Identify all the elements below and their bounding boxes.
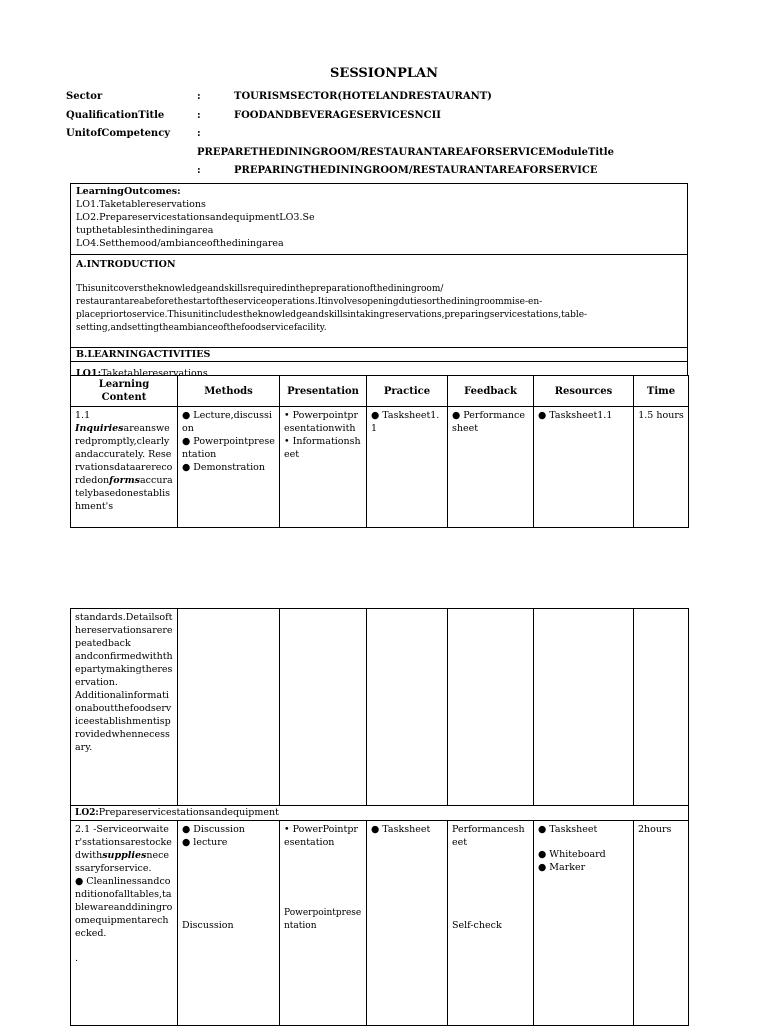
method-item: ● Powerpointpresentation [182, 436, 275, 460]
presentation-cell [280, 407, 367, 528]
lo1-text: Taketablereservations [101, 368, 208, 379]
content-text: standards.Detailsofthereservationsarerepeatedback [75, 612, 173, 649]
feedback-item: Self-check [452, 920, 502, 931]
methods-cell [178, 609, 280, 806]
column-header: Practice [367, 376, 448, 407]
feedback-cell: ● Performancesheet [448, 407, 534, 528]
lo2-cell [71, 806, 689, 821]
time-cell: 2hours [634, 821, 689, 1026]
lo2-text: Prepareservicestationsandequipment [98, 807, 279, 818]
introduction-line: restaurantareabeforethestartoftheserviceoperations.Itinvolvesopeningdutiesorthediningroommise-en- [76, 297, 543, 307]
method-item: ● lecture [182, 837, 228, 848]
learning-content-cell [71, 609, 178, 806]
introduction-line: Thisunitcoverstheknowledgeandskillsrequiredinthepreparationofthediningroom/ [76, 284, 444, 294]
resources-cell [534, 609, 634, 806]
learning-outcomes-box [70, 183, 688, 255]
feedback-cell [448, 821, 534, 1026]
feedback-item: Performancesheet [452, 824, 525, 848]
introduction-line: setting,andsettingtheambianceofthefoodservicefacility. [76, 323, 327, 333]
learning-content-cell [71, 407, 178, 528]
colon: : [197, 128, 201, 139]
learning-outcome-line: LO1.Taketablereservations [76, 199, 206, 210]
unit-value: PREPARETHEDININGROOM/RESTAURANTAREAFORSERVICEModuleTitle [197, 147, 614, 158]
module-value: PREPARINGTHEDININGROOM/RESTAURANTAREAFORSERVICE [234, 165, 598, 176]
lo2-row [71, 806, 689, 821]
learning-outcome-line: tupthetablesinthediningarea [76, 225, 214, 236]
method-item: ● Discussion [182, 824, 245, 835]
practice-cell: ● Tasksheet1.1 [367, 407, 448, 528]
learning-outcome-line: LO4.Setthemood/ambianceofthediningarea [76, 238, 284, 249]
column-header: Learning Content [71, 376, 178, 407]
resources-cell: ● Tasksheet1.1 [534, 407, 634, 528]
introduction-line: placepriortoservice.Thisunitincludestheknowledgeandskillsintakingreservations,preparingservicestations,table- [76, 310, 588, 320]
learning-activities-heading-row [70, 347, 688, 362]
presentation-item: • Powerpointpresentationwith [284, 410, 359, 434]
lo2-prefix: LO2: [75, 808, 99, 818]
resource-item: ● Tasksheet [538, 824, 598, 835]
time-cell: 1.5 hours [634, 407, 689, 528]
colon: : [197, 91, 201, 102]
sector-value: TOURISMSECTOR(HOTELANDRESTAURANT) [234, 91, 492, 102]
unit-label: UnitofCompetency [66, 128, 171, 139]
presentation-cell [280, 821, 367, 1026]
resource-item: ● Marker [538, 862, 586, 873]
learning-activities-heading: B.LEARNINGACTIVITIES [76, 349, 211, 360]
content-keyword: forms [109, 475, 141, 486]
column-header: Time [634, 376, 689, 407]
method-item: Discussion [182, 920, 234, 931]
content-keyword: supplies [102, 850, 147, 861]
table-header-row [71, 376, 689, 407]
presentation-item: • Informationsheet [284, 436, 361, 460]
feedback-cell [448, 609, 534, 806]
activities-table-continued [70, 608, 689, 1026]
column-header: Resources [534, 376, 634, 407]
methods-cell [178, 407, 280, 528]
content-text: Additionalinformationaboutthefoodserviceestablishmentisprovidedwhennecessary. [75, 690, 172, 753]
content-text: areansweredpromptly,clearlyandaccurately. [75, 423, 170, 460]
qualification-label: QualificationTitle [66, 110, 165, 121]
content-text: 2.1 -Serviceorwaiter'sstationsarestockedwith [75, 824, 172, 861]
content-keyword: Inquiries [75, 423, 124, 434]
introduction-box [70, 254, 688, 348]
qualification-value: FOODANDBEVERAGESERVICESNCII [234, 110, 441, 121]
method-item: ● Demonstration [182, 462, 265, 473]
table-row [71, 407, 689, 528]
learning-outcome-line: LO2.PrepareservicestationsandequipmentLO3.Se [76, 212, 315, 223]
presentation-cell [280, 609, 367, 806]
learning-outcomes-heading: LearningOutcomes: [76, 186, 181, 197]
lo1-row [70, 361, 688, 379]
practice-cell [367, 609, 448, 806]
presentation-item: • PowerPointpresentation [284, 824, 358, 848]
sector-label: Sector [66, 91, 103, 102]
column-header: Presentation [280, 376, 367, 407]
time-cell [634, 609, 689, 806]
content-text: necessaryforservice. [75, 850, 170, 874]
table-row [71, 821, 689, 1026]
column-header: Methods [178, 376, 280, 407]
methods-cell [178, 821, 280, 1026]
column-header: Feedback [448, 376, 534, 407]
practice-cell: ● Tasksheet [367, 821, 448, 1026]
introduction-heading: A.INTRODUCTION [76, 259, 176, 270]
method-item: ● Lecture,discussion [182, 410, 272, 434]
content-number: 1.1 [75, 410, 91, 421]
content-text: ● Cleanlinessandconditionofalltables,tablewareanddiningroomequipmentarechecked. [75, 876, 173, 939]
learning-content-cell [71, 821, 178, 1026]
content-text: . [75, 953, 79, 964]
activities-table [70, 375, 689, 528]
content-text: andconfirmedwiththepartymakingthereservation. [75, 651, 173, 688]
page-title: SESSIONPLAN [330, 66, 438, 81]
resources-cell [534, 821, 634, 1026]
colon: : [197, 110, 201, 121]
presentation-item: Powerpointpresentation [284, 908, 362, 931]
content-text: accuratelybasedonestablishment's [75, 475, 173, 512]
table-row [71, 609, 689, 806]
resource-item: ● Whiteboard [538, 849, 606, 860]
colon: : [197, 165, 201, 176]
lo1-prefix: LO1: [76, 368, 102, 379]
content-text: Reservationsdataarerecordedon [75, 449, 173, 486]
